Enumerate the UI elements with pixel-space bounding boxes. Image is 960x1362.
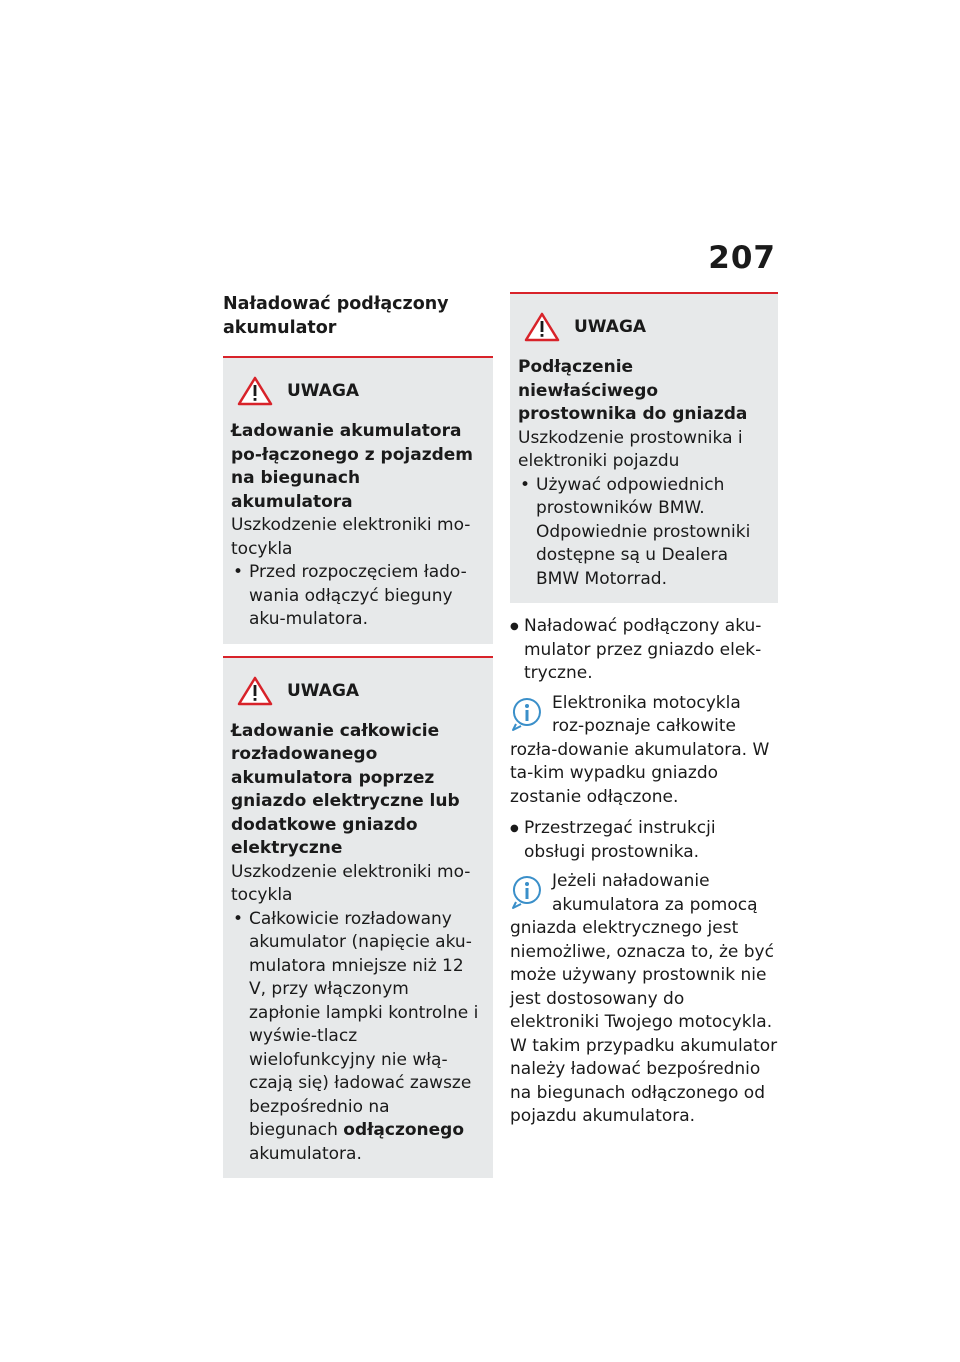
right-column xyxy=(510,292,778,1137)
warning-label: UWAGA xyxy=(287,680,360,701)
bullet-text-end: akumulatora. xyxy=(249,1143,362,1164)
warning-box-2 xyxy=(223,656,493,1179)
warning-title: Ładowanie całkowicie rozładowanego akumulatora poprzez gniazdo elektryczne lub dodatkowe gniazdo elektryczne xyxy=(231,720,460,858)
warning-box-1 xyxy=(223,358,493,644)
warning-box-3 xyxy=(510,292,778,603)
info-icon xyxy=(510,874,544,910)
bullet-emphasis: odłączonego xyxy=(343,1120,465,1140)
warning-title: Ładowanie akumulatora po-łączonego z pojazdem na biegunach akumulatora xyxy=(231,421,474,512)
warning-triangle-icon xyxy=(237,376,273,406)
warning-title: Podłączenie niewłaściwego prostownika do gniazda xyxy=(518,357,748,424)
warning-bullet xyxy=(231,908,483,1167)
warning-label: UWAGA xyxy=(574,317,647,337)
step-item-2: ● Przestrzegać instrukcji obsługi prostownika. xyxy=(510,817,778,864)
step-item-1: ● Naładować podłączony aku-mulator przez gniazdo elek-tryczne. xyxy=(510,615,778,686)
bullet-text: Całkowicie rozładowany akumulator (napięcie aku-mulatora mniejsze niż 12 V, przy włączonym zapłonie lampki kontrolne i wyświe-tlacz wielofunkcyjny nie włą-czają się) ładować zawsze bezpośrednio na biegunach xyxy=(249,908,479,1140)
warning-header xyxy=(231,376,483,406)
left-column xyxy=(223,292,493,1190)
info-icon xyxy=(510,696,544,732)
warning-description: Uszkodzenie elektroniki mo-tocykla xyxy=(231,861,471,905)
info-text: Elektronika motocykla roz-poznaje całkowite rozła-dowanie akumulatora. W ta-kim wypadku gniazdo zostanie odłączone. xyxy=(510,692,770,807)
info-text: Jeżeli naładowanie akumulatora za pomocą gniazda elektrycznego jest niemożliwe, oznacza to, że być może używany prostownik nie jest dostosowany do elektroniki Twojego motocykla. W takim przypadku akumulator należy ładować bezpośrednio na biegunach odłączonego od pojazdu akumulatora. xyxy=(510,871,778,1126)
warning-triangle-icon xyxy=(524,312,560,342)
info-note-2 xyxy=(510,870,778,1129)
warning-bullet: • Przed rozpoczęciem łado-wania odłączyć bieguny aku-mulatora. xyxy=(231,561,483,632)
page-number: 207 xyxy=(708,240,776,276)
warning-label: UWAGA xyxy=(287,381,360,401)
warning-header xyxy=(231,676,483,706)
section-title xyxy=(223,292,493,358)
warning-bullet: • Używać odpowiednich prostowników BMW. Odpowiednie prostowniki dostępne są u Dealera BMW Motorrad. xyxy=(518,474,768,592)
info-note-1 xyxy=(510,692,778,810)
warning-description: Uszkodzenie prostownika i elektroniki pojazdu xyxy=(518,427,743,471)
section-title-line1: Naładować podłączony xyxy=(223,294,449,314)
warning-header xyxy=(518,312,768,342)
warning-triangle-icon xyxy=(237,676,273,706)
section-title-line2: akumulator xyxy=(223,318,337,338)
warning-description: Uszkodzenie elektroniki mo-tocykla xyxy=(231,515,471,559)
